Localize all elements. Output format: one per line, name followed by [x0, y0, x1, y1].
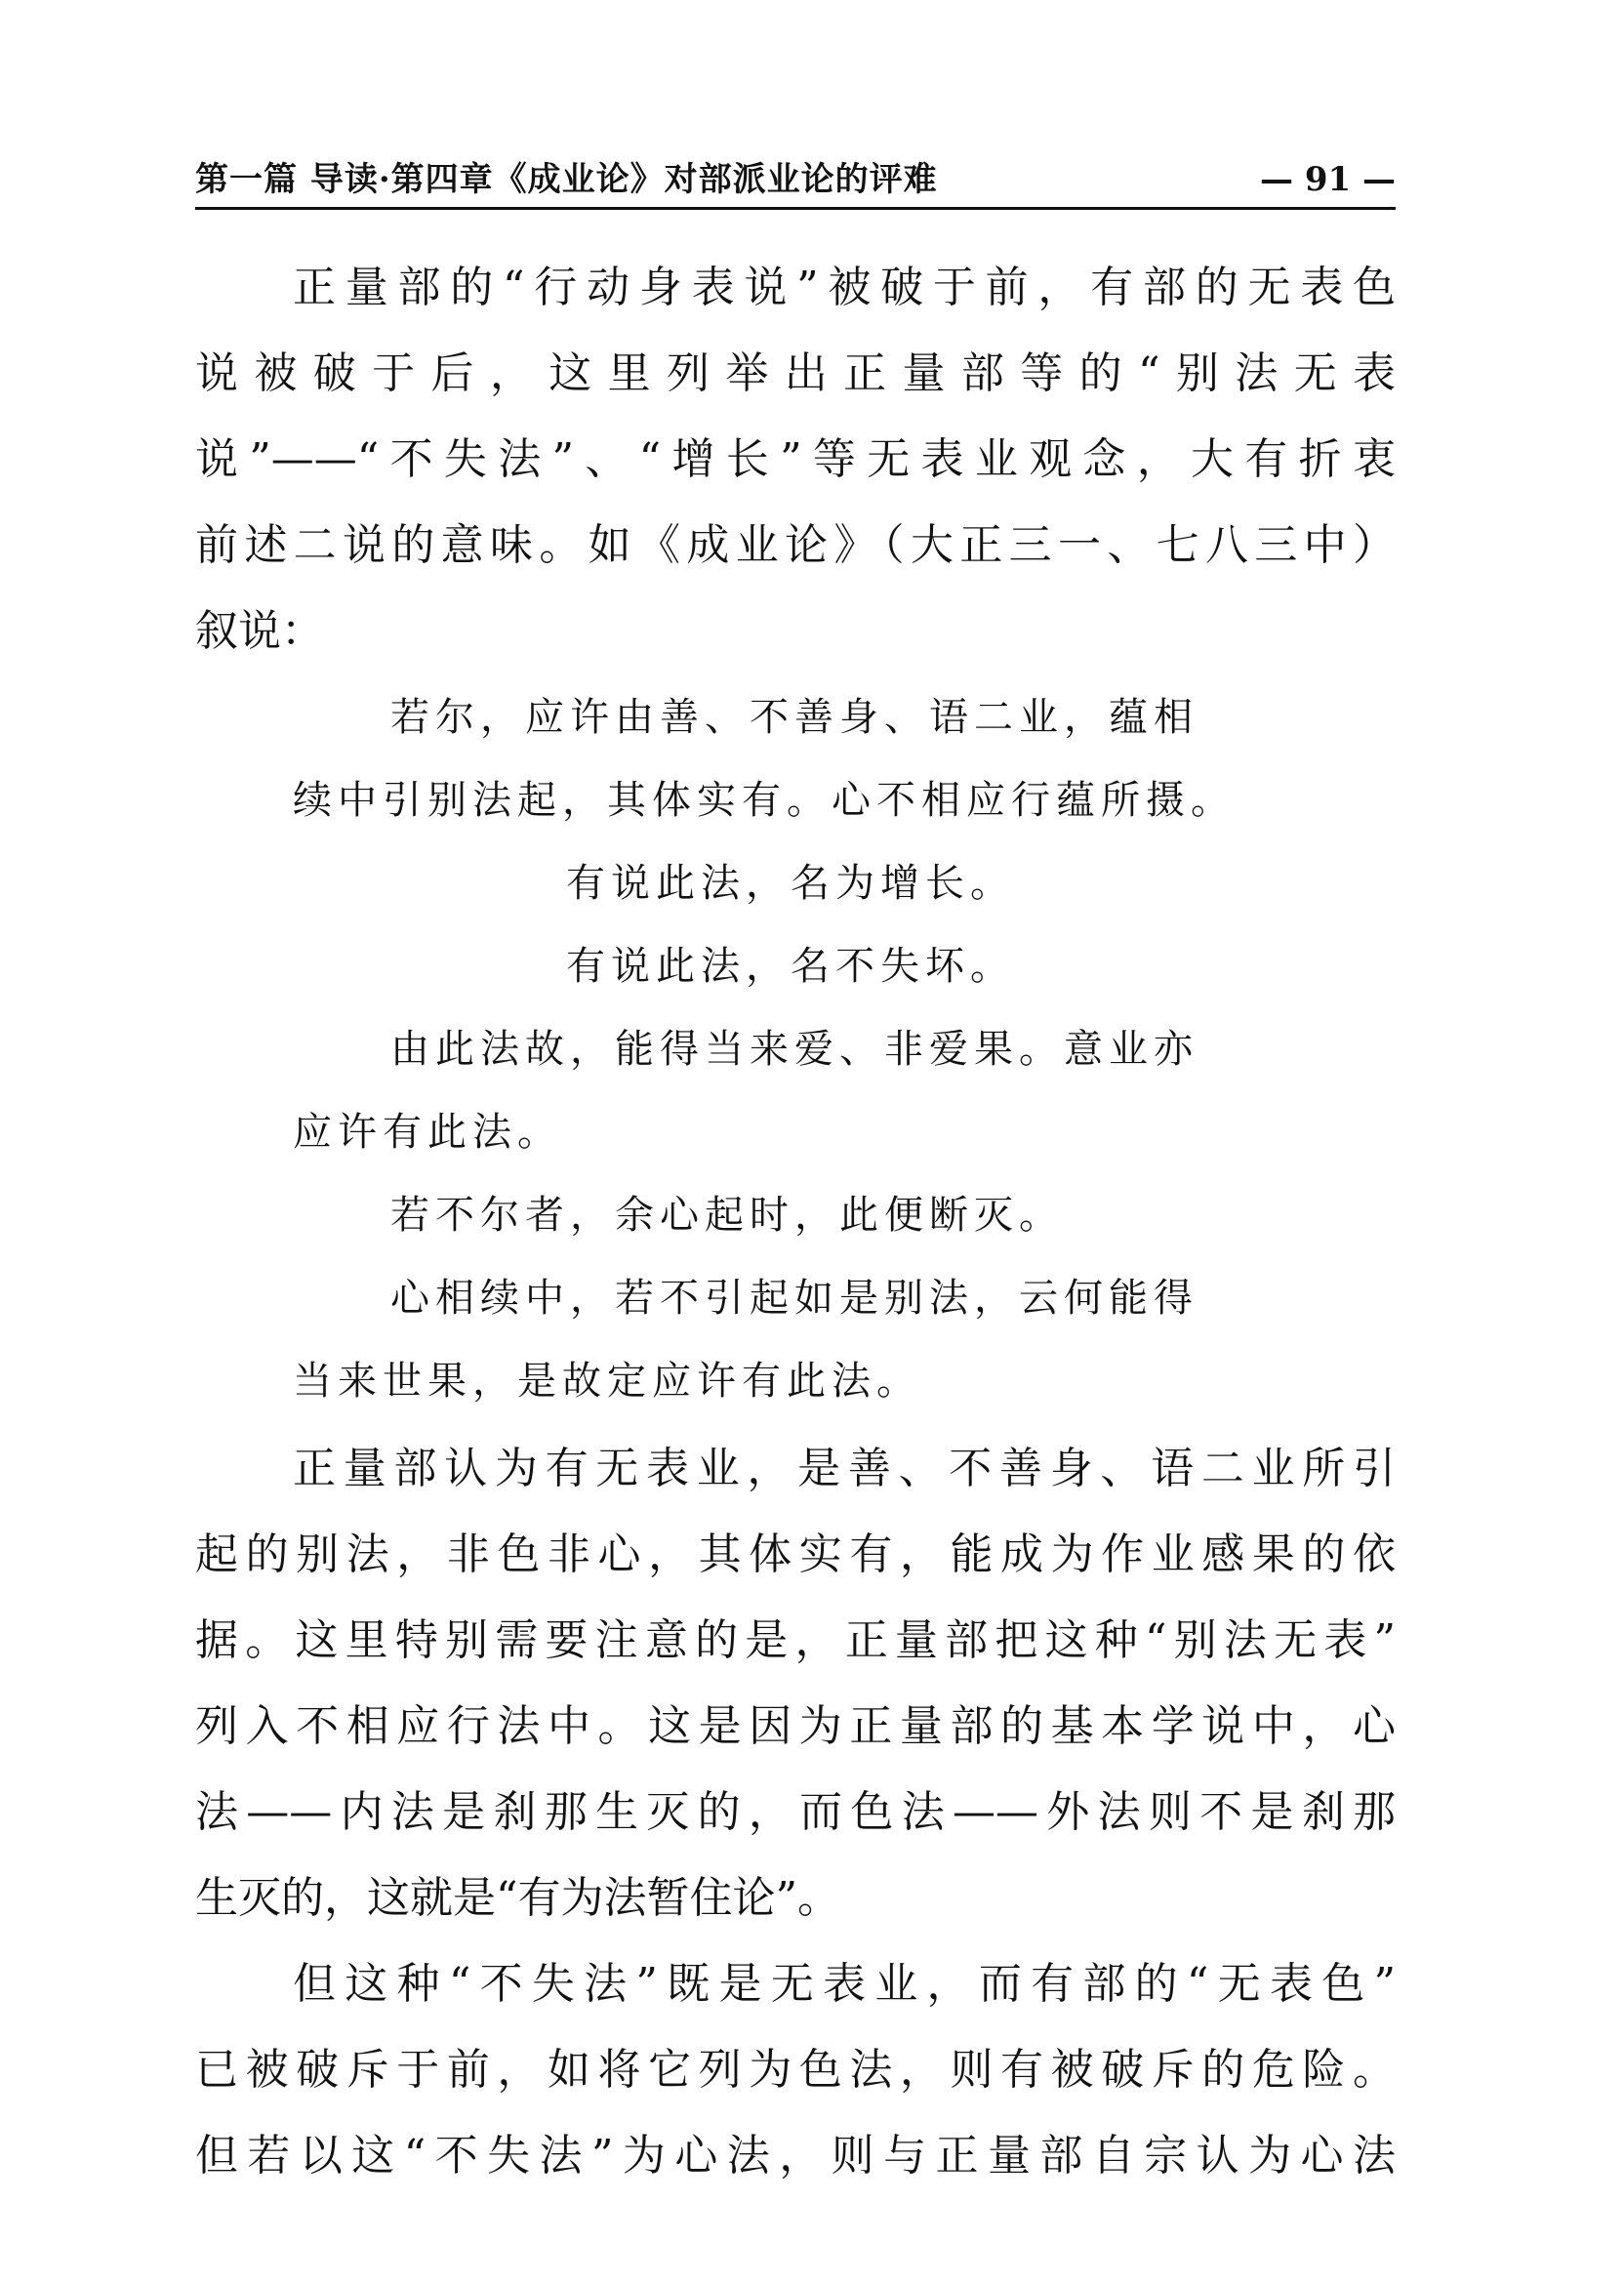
text-line: 生灭的，这就是“有为法暂住论”。 [195, 1873, 840, 1923]
text-line: 据。这里特别需要注意的是，正量部把这种“别法无表” [195, 1615, 1396, 1665]
quote-line: 有说此法，名为增长。 [566, 861, 1015, 906]
header-rule [195, 207, 1396, 210]
quote-line: 若不尔者，余心起时，此便断灭。 [390, 1193, 1064, 1238]
text-line: 但若以这“不失法”为心法，则与正量部自宗认为心法 [195, 2131, 1396, 2181]
header-title: 第一篇 导读·第四章《成业论》对部派业论的评难 [195, 160, 938, 199]
quote-line: 当来世果，是故定应许有此法。 [293, 1359, 921, 1404]
running-header [195, 156, 1396, 203]
quote-line: 由此法故，能得当来爱、非爱果。意业亦 [390, 1027, 1198, 1072]
text-line: 说被破于后，这里列举出正量部等的“别法无表 [195, 348, 1396, 398]
text-line: 前述二说的意味。如《成业论》（大正三一、七八三中） [195, 520, 1396, 570]
quote-line: 若尔，应许由善、不善身、语二业，蕴相 [390, 695, 1198, 740]
quote-line: 应许有此法。 [293, 1110, 562, 1155]
text-line: 但这种“不失法”既是无表业，而有部的“无表色” [293, 1959, 1396, 2009]
quote-line: 心相续中，若不引起如是别法，云何能得 [390, 1276, 1198, 1321]
text-line: 已被破斥于前，如将它列为色法，则有被破斥的危险。 [195, 2045, 1396, 2095]
text-line: 正量部认为有无表业，是善、不善身、语二业所引 [293, 1444, 1396, 1493]
text-line: 正量部的“行动身表说”被破于前，有部的无表色 [293, 263, 1396, 312]
text-line: 法——内法是刹那生灭的，而色法——外法则不是刹那 [195, 1787, 1396, 1837]
page-number: — 91 — [1260, 160, 1396, 199]
quote-line: 续中引别法起，其体实有。心不相应行蕴所摄。 [293, 778, 1236, 823]
quote-line: 有说此法，名不失坏。 [566, 944, 1015, 989]
text-line: 说”——“不失法”、“增长”等无表业观念，大有折衷 [195, 434, 1396, 484]
text-line: 列入不相应行法中。这是因为正量部的基本学说中，心 [195, 1701, 1396, 1751]
text-line: 起的别法，非色非心，其体实有，能成为作业感果的依 [195, 1529, 1396, 1579]
text-line: 叙说： [195, 606, 324, 656]
